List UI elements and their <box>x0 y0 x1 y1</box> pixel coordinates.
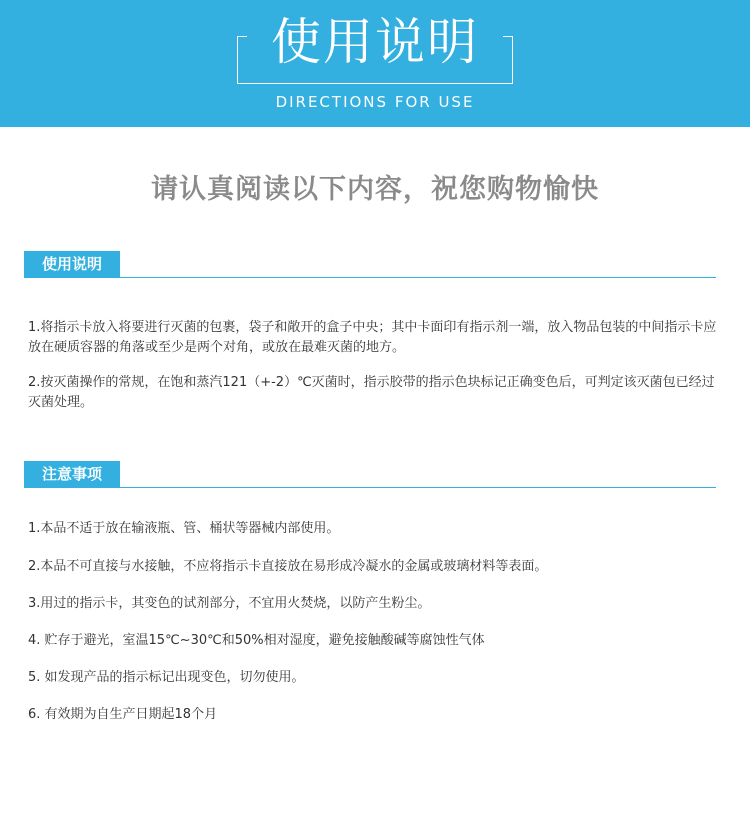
header-banner <box>0 0 750 127</box>
list-item: 4. 贮存于避光，室温15℃~30℃和50%相对湿度，避免接触酸碱等腐蚀性气体 <box>28 633 485 648</box>
section-label: 注意事项 <box>24 461 120 487</box>
banner-subtitle: DIRECTIONS FOR USE <box>275 93 475 111</box>
section-label: 使用说明 <box>24 251 120 277</box>
list-item: 1.本品不适于放在输液瓶、管、桶状等器械内部使用。 <box>28 521 340 536</box>
tagline: 请认真阅读以下内容，祝您购物愉快 <box>151 174 599 205</box>
section-header-usage <box>24 251 716 278</box>
list-item: 2.本品不可直接与水接触，不应将指示卡直接放在易形成冷凝水的金属或玻璃材料等表面。 <box>28 559 548 574</box>
banner-title: 使用说明 <box>271 13 479 71</box>
list-item: 2.按灭菌操作的常规，在饱和蒸汽121（+-2）℃灭菌时，指示胶带的指示色块标记正确变色后，可判定该灭菌包已经过灭菌处理。 <box>28 375 715 410</box>
section-header-notes <box>24 461 716 488</box>
list-item: 5. 如发现产品的指示标记出现变色，切勿使用。 <box>28 670 305 685</box>
list-item: 6. 有效期为自生产日期起18个月 <box>28 707 218 722</box>
list-item: 3.用过的指示卡，其变色的试剂部分，不宜用火焚烧，以防产生粉尘。 <box>28 596 431 611</box>
list-item: 1.将指示卡放入将要进行灭菌的包裹，袋子和敞开的盒子中央；其中卡面印有指示剂一端，放入物品包装的中间指示卡应放在硬质容器的角落或至少是两个对角，或放在最难灭菌的地方。 <box>28 320 717 355</box>
